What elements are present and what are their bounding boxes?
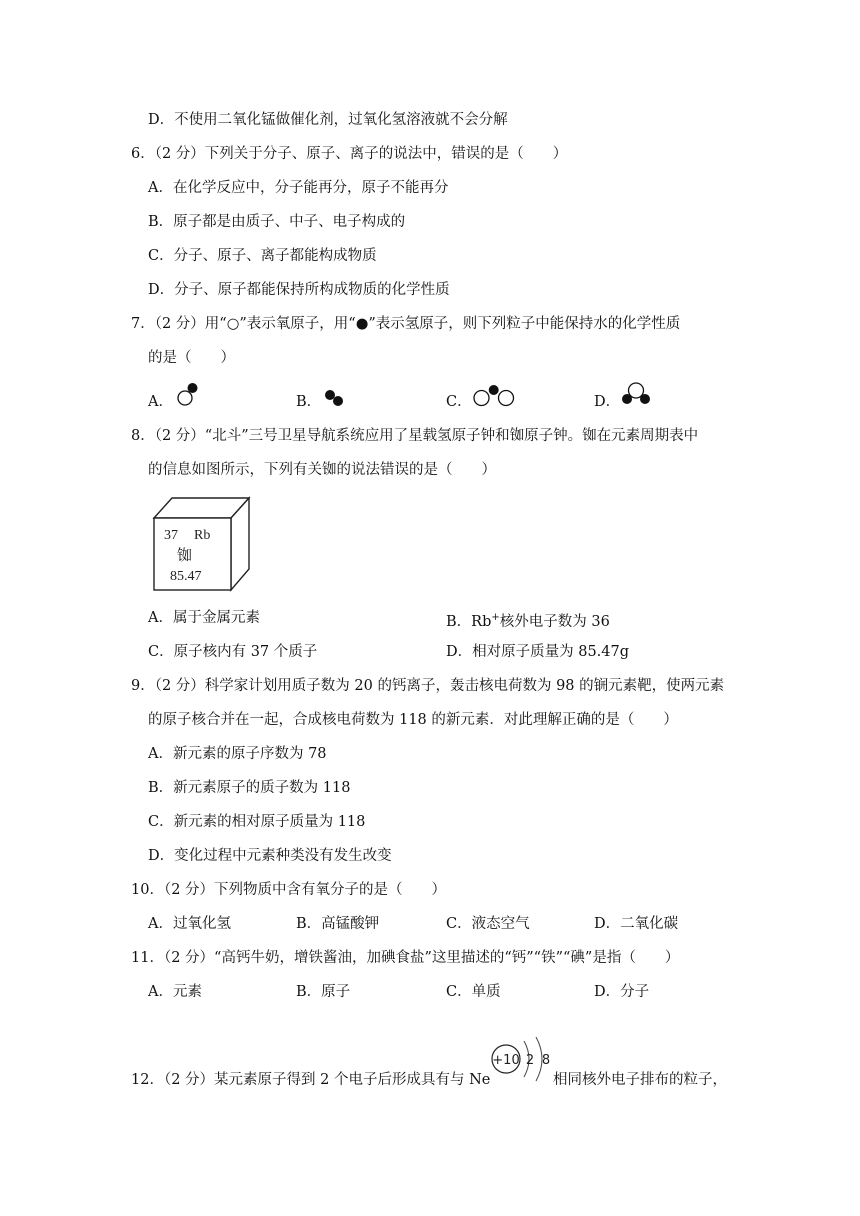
q7-option-c-molecule xyxy=(472,381,518,411)
q10-option-d: D．二氧化碳 xyxy=(594,916,679,932)
q6-option-a: A．在化学反应中，分子能再分，原子不能再分 xyxy=(148,180,449,196)
q8-option-b-prefix: B．Rb xyxy=(446,613,492,630)
q9-option-a: A．新元素的原子序数为 78 xyxy=(148,746,327,762)
shell-2-electrons: 8 xyxy=(541,1053,551,1068)
q7-option-b-label: B． xyxy=(296,394,322,410)
q12-stem-suffix: 相同核外电子排布的粒子， xyxy=(553,1072,727,1088)
q8-option-b-charge: + xyxy=(491,612,500,623)
q12-stem-prefix: 12．（2 分）某元素原子得到 2 个电子后形成具有与 Ne xyxy=(131,1072,491,1088)
nucleus-charge: +10 xyxy=(492,1053,520,1068)
element-name: 铷 xyxy=(177,546,193,564)
q9-stem-line1: 9．（2 分）科学家计划用质子数为 20 的钙离子，轰击核电荷数为 98 的锎元素靶，使两元素 xyxy=(131,678,725,694)
element-symbol: Rb xyxy=(194,528,211,543)
q5-option-d: D．不使用二氧化锰做催化剂，过氧化氢溶液就不会分解 xyxy=(148,112,508,128)
q11-option-a: A．元素 xyxy=(148,984,202,1000)
q6-option-c: C．分子、原子、离子都能构成物质 xyxy=(148,248,377,264)
element-atomic-number: 37 xyxy=(164,528,178,543)
q6-option-d: D．分子、原子都能保持所构成物质的化学性质 xyxy=(148,282,450,298)
q7-option-d-molecule xyxy=(619,380,659,410)
q9-option-d: D．变化过程中元素种类没有发生改变 xyxy=(148,848,392,864)
q6-option-b: B．原子都是由质子、中子、电子构成的 xyxy=(148,214,406,230)
q7-option-a-molecule xyxy=(174,380,204,408)
q8-stem-line2: 的信息如图所示，下列有关铷的说法错误的是（ ） xyxy=(148,462,496,478)
q8-option-c: C．原子核内有 37 个质子 xyxy=(148,644,318,660)
q8-option-a: A．属于金属元素 xyxy=(148,610,260,626)
q7-stem-line1: 7．（2 分）用“○”表示氧原子，用“●”表示氢原子，则下列粒子中能保持水的化学性质 xyxy=(131,316,681,332)
q8-stem-line1: 8．（2 分）“北斗”三号卫星导航系统应用了星载氢原子钟和铷原子钟。铷在元素周期表中 xyxy=(131,428,699,444)
q7-option-a-label: A． xyxy=(148,394,173,410)
q11-option-c: C．单质 xyxy=(446,984,501,1000)
element-tile-rubidium xyxy=(152,496,252,592)
q9-stem-line2: 的原子核合并在一起，合成核电荷数为 118 的新元素．对此理解正确的是（ ） xyxy=(148,712,678,728)
q7-option-b-molecule xyxy=(322,386,352,414)
q7-stem-line2: 的是（ ） xyxy=(148,350,235,366)
q10-option-c: C．液态空气 xyxy=(446,916,530,932)
q11-option-b: B．原子 xyxy=(296,984,351,1000)
q8-option-b xyxy=(446,608,610,632)
q6-stem: 6．（2 分）下列关于分子、原子、离子的说法中，错误的是（ ） xyxy=(131,146,568,162)
shell-1-electrons: 2 xyxy=(525,1053,535,1068)
q10-option-b: B．高锰酸钾 xyxy=(296,916,380,932)
q7-option-c-label: C． xyxy=(446,394,472,410)
q9-option-b: B．新元素原子的质子数为 118 xyxy=(148,780,351,796)
neon-atom-structure-diagram xyxy=(488,1035,554,1091)
q8-option-d: D．相对原子质量为 85.47g xyxy=(446,644,630,660)
q10-stem: 10．（2 分）下列物质中含有氧分子的是（ ） xyxy=(131,882,447,898)
q11-option-d: D．分子 xyxy=(594,984,650,1000)
q10-option-a: A．过氧化氢 xyxy=(148,916,231,932)
q9-option-c: C．新元素的相对原子质量为 118 xyxy=(148,814,366,830)
q8-option-b-suffix: 核外电子数为 36 xyxy=(499,613,610,630)
q7-option-d-label: D． xyxy=(594,394,621,410)
q11-stem: 11．（2 分）“高钙牛奶，增铁酱油，加碘食盐”这里描述的“钙”“铁”“碘”是指（ ） xyxy=(131,950,680,966)
element-atomic-mass: 85.47 xyxy=(170,569,202,584)
